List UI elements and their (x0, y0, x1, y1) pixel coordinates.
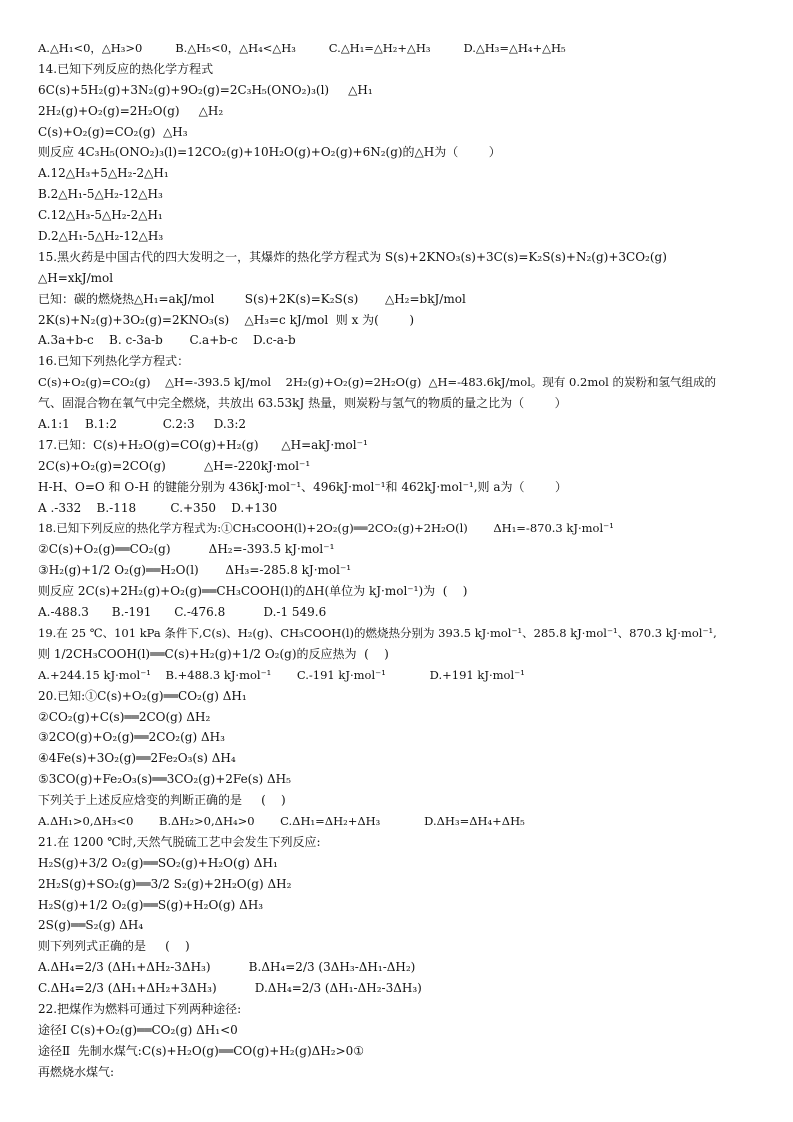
text-line: A.1:1 B.1:2 C.2:3 D.3:2 (38, 417, 247, 432)
text-line: 气、固混合物在氧气中完全燃烧，共放出 63.53kJ 热量，则炭粉与氢气的物质的量之比为（ ） (38, 396, 567, 411)
text-line: 则下列列式正确的是 ( ) (38, 939, 190, 954)
text-line: 16.已知下列热化学方程式： (38, 354, 190, 369)
text-line: 则 1/2CH₃COOH(l)══C(s)+H₂(g)+1/2 O₂(g)的反应热为 ( ) (38, 646, 389, 661)
text-line: 2C(s)+O₂(g)=2CO(g) △H=-220kJ·mol⁻¹ (38, 458, 311, 473)
text-line: B.2△H₁-5△H₂-12△H₃ (38, 187, 163, 202)
text-line: A.ΔH₄=2/3 (ΔH₁+ΔH₂-3ΔH₃) B.ΔH₄=2/3 (3ΔH₃-ΔH₁-ΔH₂) (38, 960, 416, 975)
text-line: C(s)+O₂(g)=CO₂(g) △H=-393.5 kJ/mol 2H₂(g)+O₂(g)=2H₂O(g) △H=-483.6kJ/mol。现有 0.2mol 的炭粉和氢气组成的 (38, 375, 717, 390)
text-line: C.ΔH₄=2/3 (ΔH₁+ΔH₂+3ΔH₃) D.ΔH₄=2/3 (ΔH₁-ΔH₂-3ΔH₃) (38, 981, 422, 996)
text-line: ②CO₂(g)+C(s)══2CO(g) ΔH₂ (38, 709, 211, 724)
text-line: 22.把煤作为燃料可通过下列两种途径: (38, 1001, 242, 1016)
text-line: 2H₂S(g)+SO₂(g)══3/2 S₂(g)+2H₂O(g) ΔH₂ (38, 876, 292, 891)
text-line: 途径Ⅱ 先制水煤气:C(s)+H₂O(g)══CO(g)+H₂(g)ΔH₂>0① (38, 1043, 365, 1058)
text-line: 再燃烧水煤气: (38, 1064, 115, 1079)
text-line: 6C(s)+5H₂(g)+3N₂(g)+9O₂(g)=2C₃H₅(ONO₂)₃(l) △H₁ (38, 82, 373, 97)
text-line: C.12△H₃-5△H₂-2△H₁ (38, 208, 163, 223)
text-line: H-H、O=O 和 O-H 的键能分别为 436kJ·mol⁻¹、496kJ·mol⁻¹和 462kJ·mol⁻¹,则 a为（ ） (38, 479, 568, 494)
text-line: 2K(s)+N₂(g)+3O₂(g)=2KNO₃(s) △H₃=c kJ/mol 则 x 为( ) (38, 312, 415, 327)
text-line: 14.已知下列反应的热化学方程式 (38, 61, 214, 76)
text-line: A .-332 B.-118 C.+350 D.+130 (38, 500, 278, 515)
text-line: A.3a+b-c B. c-3a-b C.a+b-c D.c-a-b (38, 333, 296, 348)
text-line: 17.已知：C(s)+H₂O(g)=CO(g)+H₂(g) △H=akJ·mol⁻¹ (38, 437, 368, 452)
text-line: ④4Fe(s)+3O₂(g)══2Fe₂O₃(s) ΔH₄ (38, 751, 236, 766)
text-line: ⑤3CO(g)+Fe₂O₃(s)══3CO₂(g)+2Fe(s) ΔH₅ (38, 772, 291, 787)
text-line: 2S(g)══S₂(g) ΔH₄ (38, 918, 144, 933)
text-line: 下列关于上述反应焓变的判断正确的是 ( ) (38, 793, 286, 808)
text-line: ③H₂(g)+1/2 O₂(g)══H₂O(l) ΔH₃=-285.8 kJ·mol⁻¹ (38, 563, 352, 578)
text-line: 19.在 25 ℃、101 kPa 条件下,C(s)、H₂(g)、CH₃COOH(l)的燃烧热分别为 393.5 kJ·mol⁻¹、285.8 kJ·mol⁻¹、870.3 kJ·mol⁻¹, (38, 625, 717, 640)
text-line: A.12△H₃+5△H₂-2△H₁ (38, 166, 169, 181)
text-line: 2H₂(g)+O₂(g)=2H₂O(g) △H₂ (38, 103, 224, 118)
text-line: A.△H₁<0，△H₃>0 B.△H₅<0，△H₄<△H₃ C.△H₁=△H₂+△H₃ D.△H₃=△H₄+△H₅ (38, 41, 566, 55)
text-line: A.ΔH₁>0,ΔH₃<0 B.ΔH₂>0,ΔH₄>0 C.ΔH₁=ΔH₂+ΔH₃ D.ΔH₃=ΔH₄+ΔH₅ (38, 813, 525, 828)
text-line: H₂S(g)+3/2 O₂(g)══SO₂(g)+H₂O(g) ΔH₁ (38, 855, 278, 870)
text-line: 18.已知下列反应的热化学方程式为:①CH₃COOH(l)+2O₂(g)══2CO₂(g)+2H₂O(l) ΔH₁=-870.3 kJ·mol⁻¹ (38, 521, 614, 536)
text-line: 21.在 1200 ℃时,天然气脱硫工艺中会发生下列反应: (38, 834, 321, 849)
text-line: ③2CO(g)+O₂(g)══2CO₂(g) ΔH₃ (38, 730, 225, 745)
text-line: △H=xkJ/mol (38, 270, 114, 285)
text-line: 20.已知:①C(s)+O₂(g)══CO₂(g) ΔH₁ (38, 688, 247, 703)
text-line: H₂S(g)+1/2 O₂(g)══S(g)+H₂O(g) ΔH₃ (38, 897, 264, 912)
text-line: 则反应 4C₃H₅(ONO₂)₃(l)=12CO₂(g)+10H₂O(g)+O₂(g)+6N₂(g)的△H为（ ） (38, 145, 501, 160)
document-page (38, 38, 768, 1083)
text-line: 途径Ⅰ C(s)+O₂(g)══CO₂(g) ΔH₁<0 (38, 1022, 238, 1037)
text-line: A.+244.15 kJ·mol⁻¹ B.+488.3 kJ·mol⁻¹ C.-191 kJ·mol⁻¹ D.+191 kJ·mol⁻¹ (38, 667, 525, 682)
text-line: ②C(s)+O₂(g)══CO₂(g) ΔH₂=-393.5 kJ·mol⁻¹ (38, 542, 335, 557)
text-line: 则反应 2C(s)+2H₂(g)+O₂(g)══CH₃COOH(l)的ΔH(单位为 kJ·mol⁻¹)为 ( ) (38, 584, 468, 599)
text-line: 已知：碳的燃烧热△H₁=akJ/mol S(s)+2K(s)=K₂S(s) △H₂=bkJ/mol (38, 291, 466, 306)
text-line: D.2△H₁-5△H₂-12△H₃ (38, 229, 164, 244)
text-line: 15.黑火药是中国古代的四大发明之一，其爆炸的热化学方程式为 S(s)+2KNO₃(s)+3C(s)=K₂S(s)+N₂(g)+3CO₂(g) (38, 249, 667, 264)
text-line: A.-488.3 B.-191 C.-476.8 D.-1 549.6 (38, 605, 327, 620)
text-line: C(s)+O₂(g)=CO₂(g) △H₃ (38, 124, 188, 139)
